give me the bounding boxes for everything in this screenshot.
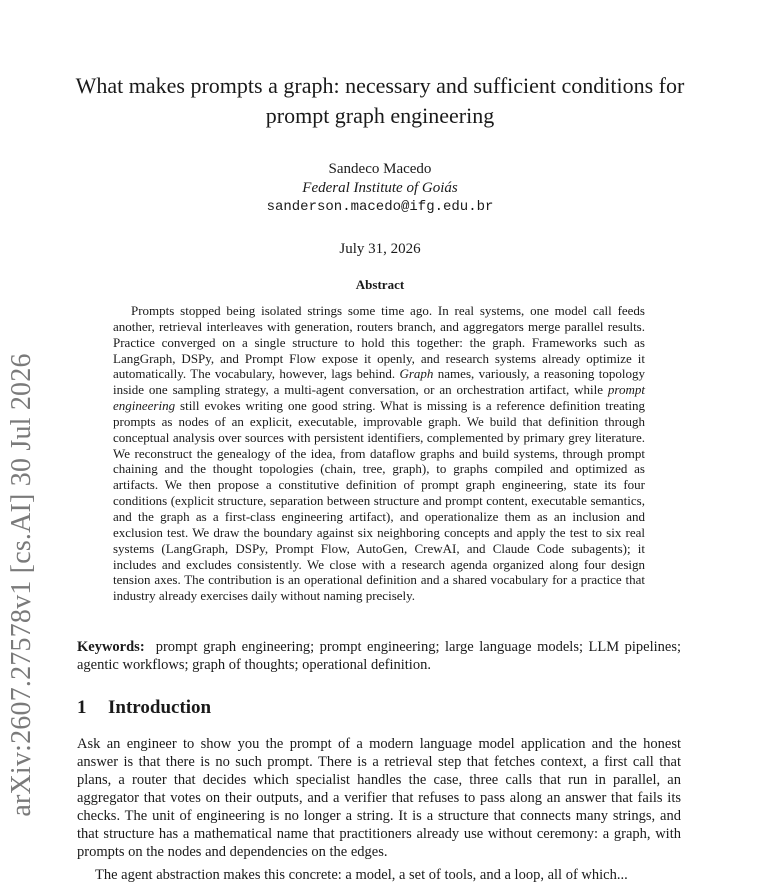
- abstract-text: [113, 303, 645, 604]
- section-number: 1: [77, 697, 87, 718]
- keywords: [77, 638, 681, 674]
- keywords-label: Keywords:: [77, 639, 145, 655]
- author-name: Sandeco Macedo: [328, 161, 432, 177]
- keywords-text: prompt graph engineering; prompt engineering; large language models; LLM pipelines; agentic workflows; graph of thoughts; operational definition.: [77, 639, 682, 673]
- arxiv-identifier: arXiv:2607.27578v1 [cs.AI] 30 Jul 2026: [6, 353, 37, 817]
- abstract-heading: Abstract: [355, 277, 405, 292]
- intro-paragraph-2: The agent abstraction makes this concrete: a model, a set of tools, and a loop, all of which...: [95, 867, 628, 883]
- abstract-pe-term: prompt engineering: [113, 382, 645, 414]
- abstract-part-2: names, variously, a reasoning topology inside one sampling strategy, a multi-agent conversation, or an orchestration artifact, while: [113, 366, 645, 398]
- paper-title: What makes prompts a graph: necessary and sufficient conditions for prompt graph engineering: [75, 73, 685, 128]
- abstract-part-3: still evokes writing one good string. What is missing is a reference definition treating prompts as nodes of an explicit, executable, improvable graph. We build that definition through conceptual analysis over sources with persistent identifiers, complemented by primary grey literature. We reconstruct the genealogy of the idea, from dataflow graphs and build systems, through prompt chaining and the thought topologies (chain, tree, graph), to graphs compiled and optimized as artifacts. We then propose a constitutive definition of prompt graph engineering, state its four conditions (explicit structure, separation between structure and prompt content, executable semantics, and the graph as a first-class engineering artifact), and operationalize them as an inclusion and exclusion test. We draw the boundary against six neighboring concepts and apply the test to six real systems (LangGraph, DSPy, Prompt Flow, AutoGen, CrewAI, and Claude Code subagents); it includes and excludes consistently. We close with a research agenda organized along four design tension axes. The contribution is an operational definition and a shared vocabulary for a practice that industry already exercises daily without naming precisely.: [113, 398, 645, 604]
- intro-paragraph: Ask an engineer to show you the prompt of a modern language model application and the honest answer is that there is no such prompt. There is a retrieval step that fetches context, a first call that plans, a router that decides which specialist handles the case, three calls that run in parallel, an aggregator that votes on their outputs, and a verifier that refuses to pass along an answer that fails its checks. The unit of engineering is no longer a string. It is a structure that connects many strings, and that structure has a mathematical name that practitioners already use without ceremony: a graph, with prompts on the nodes and dependencies on the edges.: [77, 736, 681, 860]
- abstract-part-1: Prompts stopped being isolated strings some time ago. In real systems, one model call feeds another, retrieval interleaves with generation, routers branch, and aggregators merge parallel results. Practice converged on a single structure to hold this together: the graph. Frameworks such as LangGraph, DSPy, and Prompt Flow expose it openly, and research systems already optimize it automatically. The vocabulary, however, lags behind.: [113, 303, 645, 382]
- author-email: sanderson.macedo@ifg.edu.br: [266, 199, 494, 215]
- author-affiliation: Federal Institute of Goiás: [302, 180, 458, 196]
- paper-date: July 31, 2026: [339, 241, 421, 257]
- section-heading: [77, 697, 211, 719]
- abstract-graph-term: Graph: [399, 366, 434, 382]
- arxiv-stamp: [0, 0, 50, 874]
- section-title: Introduction: [108, 697, 212, 718]
